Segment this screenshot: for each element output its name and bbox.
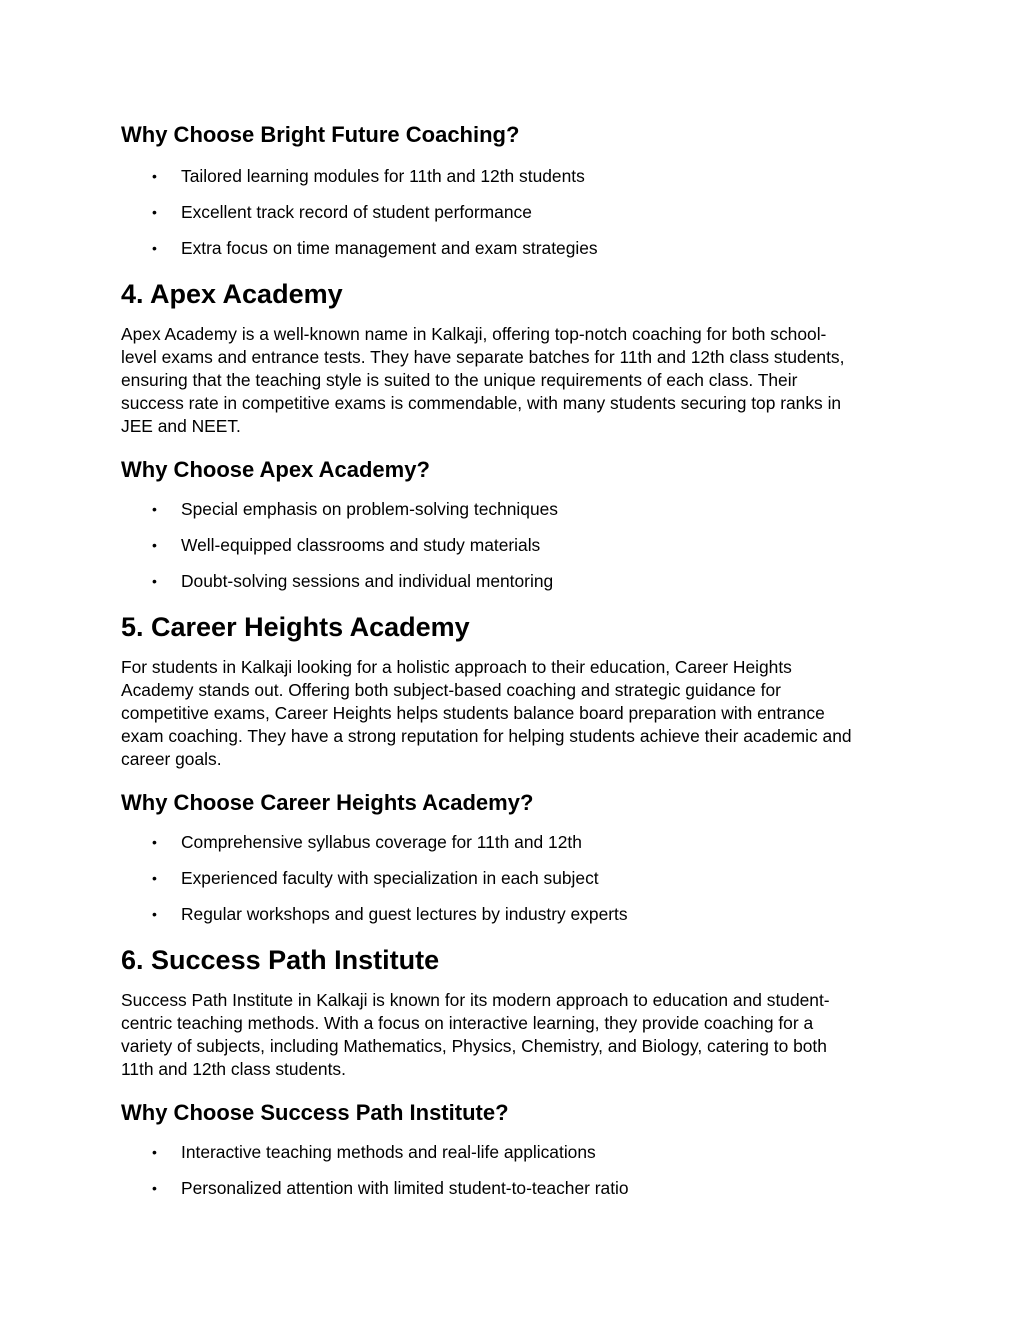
bullet-icon: •	[152, 168, 157, 184]
document-page	[121, 118, 911, 1199]
list-item-text: Experienced faculty with specialization in each subject	[181, 868, 599, 888]
success-path-description	[121, 989, 911, 1081]
bullet-icon: •	[152, 573, 157, 589]
success-path-heading: 6. Success Path Institute	[121, 945, 440, 975]
bullet-icon: •	[152, 906, 157, 922]
career-heights-description	[121, 656, 911, 771]
success-path-why-heading: Why Choose Success Path Institute?	[121, 1100, 509, 1125]
text-line: career goals.	[121, 749, 222, 769]
bullet-icon: •	[152, 204, 157, 220]
apex-academy-why-heading: Why Choose Apex Academy?	[121, 457, 430, 482]
career-heights-bullet-list	[121, 831, 911, 925]
text-line: 11th and 12th class students.	[121, 1059, 346, 1079]
list-item	[121, 237, 911, 259]
list-item	[121, 867, 911, 889]
list-item	[121, 570, 911, 592]
bullet-icon: •	[152, 501, 157, 517]
list-item	[121, 1177, 911, 1199]
bullet-icon: •	[152, 1144, 157, 1160]
text-line: exam coaching. They have a strong reputation for helping students achieve their academic and	[121, 726, 852, 746]
text-line: For students in Kalkaji looking for a holistic approach to their education, Career Heights	[121, 657, 792, 677]
bullet-icon: •	[152, 834, 157, 850]
apex-academy-bullet-list	[121, 498, 911, 592]
text-line: ensuring that the teaching style is suited to the unique requirements of each class. Their	[121, 370, 798, 390]
apex-academy-heading: 4. Apex Academy	[121, 279, 343, 309]
list-item-text: Regular workshops and guest lectures by industry experts	[181, 904, 628, 924]
text-line: success rate in competitive exams is commendable, with many students securing top ranks in	[121, 393, 842, 413]
success-path-bullet-list	[121, 1141, 911, 1199]
text-line: level exams and entrance tests. They have separate batches for 11th and 12th class students,	[121, 347, 845, 367]
list-item	[121, 903, 911, 925]
list-item-text: Comprehensive syllabus coverage for 11th and 12th	[181, 832, 582, 852]
list-item-text: Doubt-solving sessions and individual mentoring	[181, 571, 554, 591]
bullet-icon: •	[152, 1180, 157, 1196]
list-item-text: Extra focus on time management and exam strategies	[181, 238, 598, 258]
bullet-icon: •	[152, 240, 157, 256]
list-item	[121, 498, 911, 520]
list-item	[121, 165, 911, 187]
list-item	[121, 831, 911, 853]
career-heights-heading: 5. Career Heights Academy	[121, 612, 470, 642]
list-item	[121, 534, 911, 556]
career-heights-why-heading: Why Choose Career Heights Academy?	[121, 790, 534, 815]
list-item-text: Interactive teaching methods and real-life applications	[181, 1142, 596, 1162]
list-item-text: Excellent track record of student performance	[181, 202, 532, 222]
text-line: Academy stands out. Offering both subject-based coaching and strategic guidance for	[121, 680, 781, 700]
list-item-text: Tailored learning modules for 11th and 12th students	[181, 166, 585, 186]
text-line: Apex Academy is a well-known name in Kalkaji, offering top-notch coaching for both school-	[121, 324, 827, 344]
text-line: variety of subjects, including Mathematics, Physics, Chemistry, and Biology, catering to both	[121, 1036, 827, 1056]
text-line: centric teaching methods. With a focus on interactive learning, they provide coaching for a	[121, 1013, 814, 1033]
list-item-text: Well-equipped classrooms and study materials	[181, 535, 541, 555]
apex-academy-description	[121, 323, 911, 438]
bright-future-why-heading: Why Choose Bright Future Coaching?	[121, 122, 520, 147]
bullet-icon: •	[152, 537, 157, 553]
text-line: competitive exams, Career Heights helps students balance board preparation with entrance	[121, 703, 825, 723]
text-line: JEE and NEET.	[121, 416, 241, 436]
text-line: Success Path Institute in Kalkaji is known for its modern approach to education and student-	[121, 990, 830, 1010]
list-item-text: Special emphasis on problem-solving techniques	[181, 499, 559, 519]
list-item	[121, 201, 911, 223]
list-item	[121, 1141, 911, 1163]
bullet-icon: •	[152, 870, 157, 886]
list-item-text: Personalized attention with limited student-to-teacher ratio	[181, 1178, 629, 1198]
bright-future-bullet-list	[121, 165, 911, 259]
